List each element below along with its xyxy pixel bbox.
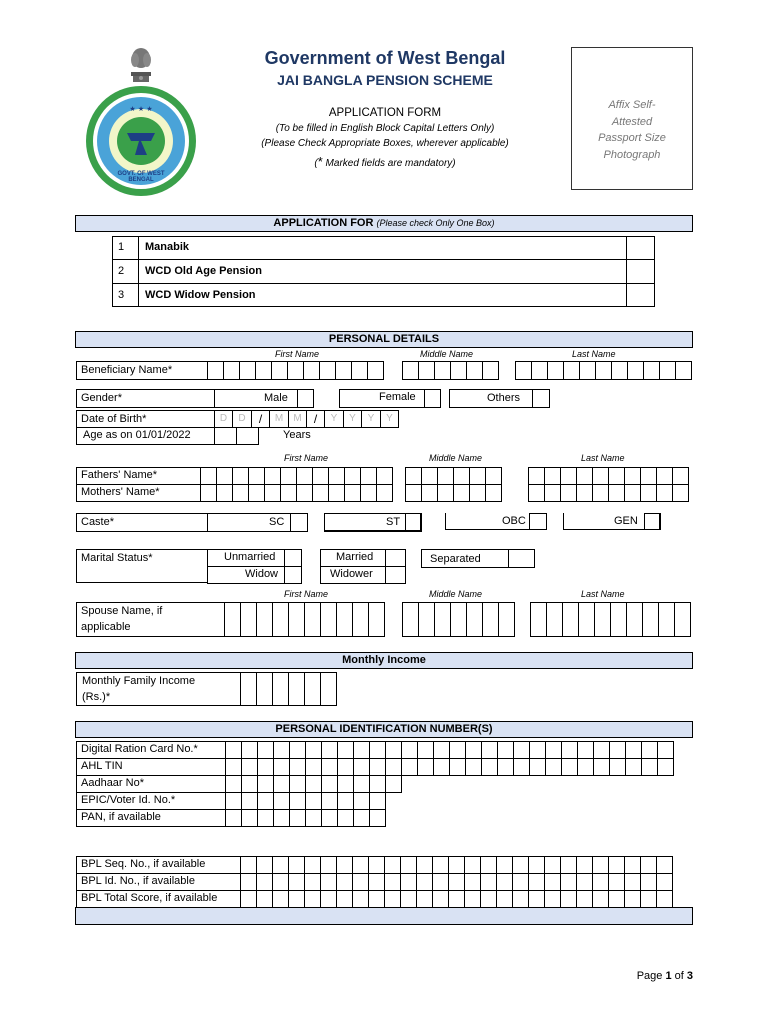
bpl-footer-band [75,907,693,925]
page-prefix: Page [636,970,666,982]
page-total: 3 [686,970,693,982]
gender-male-label: Male [264,392,288,404]
gender-others-checkbox[interactable] [532,389,550,408]
aadhaar-label: Aadhaar No* [81,777,144,789]
caste-st-checkbox[interactable] [405,513,422,532]
middle-name-heading: Middle Name [429,453,483,463]
monthly-income-band: Monthly Income [75,652,693,669]
ahl-label: AHL TIN [81,760,123,772]
scheme-title: JAI BANGLA PENSION SCHEME [277,72,493,88]
dob-month-2[interactable]: M [289,410,307,428]
seal-text: GOVT. OF WEST BENGAL [117,171,165,183]
first-name-heading: First Name [275,349,320,359]
svg-text:★ ★ ★: ★ ★ ★ [129,105,153,113]
marital-label: Marital Status* [81,552,153,564]
beneficiary-label: Beneficiary Name* [81,364,173,376]
fathers-middle-name-boxes[interactable] [405,467,502,485]
state-emblem [128,46,154,84]
caste-st-label: ST [386,516,401,528]
mothers-first-name-boxes[interactable] [200,484,393,502]
bpl-seq-boxes[interactable] [240,856,673,874]
option-row [112,236,655,260]
marital-widower-label: Widower [330,568,373,580]
marital-widower-checkbox[interactable] [385,566,406,584]
aadhaar-boxes[interactable] [225,775,402,793]
dob-separator: / [307,410,325,428]
age-label: Age as on 01/01/2022 [83,429,191,441]
bpl-score-label: BPL Total Score, if available [81,892,218,904]
mandatory-star: * [317,154,323,169]
income-label-line-1: Monthly Family Income [82,675,196,687]
spouse-last-name-boxes[interactable] [530,602,691,637]
spouse-label-line-2: applicable [81,621,131,633]
fathers-last-name-boxes[interactable] [528,467,689,485]
beneficiary-first-name-boxes[interactable] [207,361,384,380]
option-checkbox-widow[interactable] [627,284,654,306]
option-number: 2 [118,265,125,277]
spouse-first-name-boxes[interactable] [224,602,385,637]
option-checkbox-manabik[interactable] [627,237,654,259]
pan-label: PAN, if available [81,811,161,823]
epic-label: EPIC/Voter Id. No.* [81,794,176,806]
marital-separated-label: Separated [430,553,481,565]
caste-sc-label: SC [269,516,285,528]
mothers-last-name-boxes[interactable] [528,484,689,502]
instruction-mandatory-text: Marked fields are mandatory) [322,158,456,169]
dob-boxes[interactable] [214,410,399,428]
bpl-score-boxes[interactable] [240,890,673,908]
caste-gen-checkbox[interactable] [644,513,661,530]
marital-unmarried-checkbox[interactable] [284,549,302,567]
age-boxes[interactable] [214,427,259,445]
first-name-heading: First Name [284,453,329,463]
dob-separator: / [252,410,270,428]
caste-sc-checkbox[interactable] [290,513,308,532]
option-number: 3 [118,289,125,301]
pan-boxes[interactable] [225,809,386,827]
mothers-label: Mothers' Name* [81,486,160,498]
caste-gen-label: GEN [614,515,638,527]
marital-separated-checkbox[interactable] [508,549,535,568]
ration-card-boxes[interactable] [225,741,674,759]
middle-name-heading: Middle Name [420,349,474,359]
dob-month-1[interactable]: M [270,410,289,428]
option-label-old-age: WCD Old Age Pension [145,265,262,277]
application-for-note: (Please check Only One Box) [376,218,495,228]
beneficiary-last-name-boxes[interactable] [515,361,692,380]
mothers-middle-name-boxes[interactable] [405,484,502,502]
application-for-band [75,215,693,232]
last-name-heading: Last Name [581,589,625,599]
page-number [600,970,693,982]
application-for-title: APPLICATION FOR [273,217,374,229]
income-label-line-2: (Rs.)* [82,691,111,703]
first-name-heading: First Name [284,589,329,599]
form-title: APPLICATION FORM [328,107,442,119]
gender-female-label: Female [379,391,416,403]
middle-name-heading: Middle Name [429,589,483,599]
gender-female-checkbox[interactable] [424,389,441,408]
option-checkbox-old-age[interactable] [627,260,654,283]
marital-married-checkbox[interactable] [385,549,406,567]
spouse-label-line-1: Spouse Name, if [81,605,163,617]
marital-widow-label: Widow [245,568,279,580]
fathers-first-name-boxes[interactable] [200,467,393,485]
income-boxes[interactable] [240,672,337,706]
bpl-id-boxes[interactable] [240,873,673,891]
caste-obc-label: OBC [502,515,526,527]
option-label-manabik: Manabik [145,241,190,253]
marital-unmarried-label: Unmarried [224,551,276,563]
bpl-seq-label: BPL Seq. No., if available [81,858,206,870]
photo-line-4: Photograph [603,148,661,161]
last-name-heading: Last Name [581,453,625,463]
option-number: 1 [118,241,125,253]
dob-day-1[interactable]: D [215,410,233,428]
dob-day-2[interactable]: D [233,410,252,428]
bpl-id-label: BPL Id. No., if available [81,875,195,887]
dob-year-3[interactable]: Y [362,410,381,428]
option-label-widow: WCD Widow Pension [145,289,256,301]
marital-married-label: Married [336,551,374,563]
gender-label: Gender* [81,392,122,404]
years-label: Years [283,429,311,441]
west-bengal-seal [85,85,197,197]
instruction-check-boxes: (Please Check Appropriate Boxes, wherever applicable) [261,138,509,149]
epic-boxes[interactable] [225,792,386,810]
caste-obc-checkbox[interactable] [529,513,547,530]
dob-year-4[interactable]: Y [381,410,399,428]
spouse-middle-name-boxes[interactable] [402,602,515,637]
caste-label: Caste* [81,516,115,528]
instruction-mandatory [230,154,540,169]
ahl-tin-boxes[interactable] [225,758,674,776]
beneficiary-middle-name-boxes[interactable] [402,361,499,380]
photo-line-3: Passport Size [598,132,666,144]
marital-widow-checkbox[interactable] [284,566,302,584]
page-current: 1 [665,970,672,982]
ration-label: Digital Ration Card No.* [81,743,198,755]
government-title: Government of West Bengal [264,48,506,68]
personal-details-band: PERSONAL DETAILS [75,331,693,348]
instruction-capital-letters: (To be filled in English Block Capital Letters Only) [275,123,495,134]
gender-male-checkbox[interactable] [297,389,314,408]
identification-band: PERSONAL IDENTIFICATION NUMBER(S) [75,721,693,738]
page-of: of [671,970,687,982]
dob-year-2[interactable]: Y [344,410,362,428]
photo-box[interactable] [571,47,693,190]
dob-label: Date of Birth* [81,413,147,425]
last-name-heading: Last Name [572,349,616,359]
photo-line-2: Attested [611,115,653,128]
instruction-open-paren: ( [314,158,318,169]
dob-year-1[interactable]: Y [325,410,344,428]
gender-others-label: Others [487,392,521,404]
fathers-label: Fathers' Name* [81,469,158,481]
photo-line-1: Affix Self- [608,99,656,111]
